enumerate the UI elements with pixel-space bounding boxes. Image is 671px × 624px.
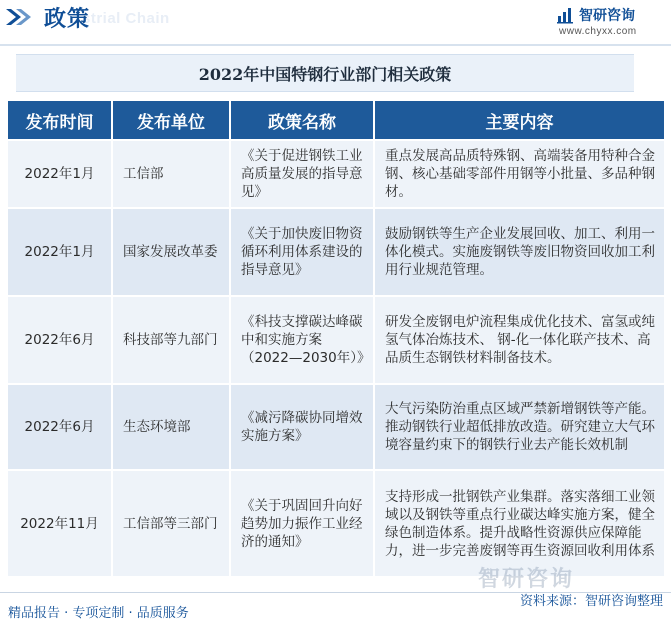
cell-policy-name: 《科技支撑碳达峰碳中和实施方案（2022—2030年）》: [230, 296, 374, 384]
cell-dept: 生态环境部: [112, 384, 230, 470]
section-title: 政策: [44, 7, 91, 32]
header-bar: [0, 0, 671, 44]
cell-content: 研发全废钢电炉流程集成优化技术、富氢或纯氢气体冶炼技术、 钢-化一体化联产技术、高品质生态钢铁材料制备技术。: [374, 296, 664, 384]
header-ghost-text: strial Chain: [82, 10, 170, 27]
cell-date: 2022年6月: [8, 296, 112, 384]
watermark-text: 智研咨询: [478, 567, 575, 592]
brand-name: 智研咨询: [579, 8, 635, 24]
column-header-dept: 发布单位: [112, 101, 230, 140]
table-title-band: [16, 54, 634, 92]
table-row: [8, 296, 664, 384]
cell-policy-name: 《关于促进钢铁工业高质量发展的指导意见》: [230, 140, 374, 208]
cell-content: 支持形成一批钢铁产业集群。落实落细工业领域以及钢铁等重点行业碳达峰实施方案，健全绿色制造体系。提升战略性资源供应保障能力，进一步完善废钢等再生资源回收利用体系: [374, 470, 664, 576]
table-row: [8, 384, 664, 470]
table-row: [8, 470, 664, 576]
cell-content: 大气污染防治重点区域严禁新增钢铁等产能。推动钢铁行业超低排放改造。研究建立大气环境容量约束下的钢铁行业去产能长效机制: [374, 384, 664, 470]
cell-dept: 工信部: [112, 140, 230, 208]
cell-policy-name: 《关于加快废旧物资循环利用体系建设的指导意见》: [230, 208, 374, 296]
policy-table: [8, 101, 664, 576]
table-title: 2022年中国特钢行业部门相关政策: [198, 64, 452, 84]
header-divider: [0, 44, 671, 46]
cell-dept: 科技部等九部门: [112, 296, 230, 384]
source-note: 资料来源：智研咨询整理: [519, 594, 663, 609]
chevron-decoration-icon: [6, 7, 32, 27]
cell-date: 2022年6月: [8, 384, 112, 470]
cell-policy-name: 《关于巩固回升向好趋势加力振作工业经济的通知》: [230, 470, 374, 576]
cell-dept: 工信部等三部门: [112, 470, 230, 576]
cell-dept: 国家发展改革委: [112, 208, 230, 296]
table-row: [8, 208, 664, 296]
column-header-name: 政策名称: [230, 101, 374, 140]
column-header-date: 发布时间: [8, 101, 112, 140]
footer-tagline: 精品报告 · 专项定制 · 品质服务: [8, 606, 189, 621]
cell-content: 鼓励钢铁等生产企业发展回收、加工、利用一体化模式。实施废钢铁等废旧物资回收加工利用行业规范管理。: [374, 208, 664, 296]
table-header-row: [8, 101, 664, 140]
cell-content: 重点发展高品质特殊钢、高端装备用特种合金钢、核心基础零部件用钢等小批量、多品种钢材。: [374, 140, 664, 208]
cell-date: 2022年1月: [8, 208, 112, 296]
brand-url: www.chyxx.com: [559, 26, 637, 37]
cell-date: 2022年11月: [8, 470, 112, 576]
cell-date: 2022年1月: [8, 140, 112, 208]
table-row: [8, 140, 664, 208]
bar-chart-logo-icon: [557, 6, 575, 24]
brand-logo: [557, 4, 657, 40]
cell-policy-name: 《减污降碳协同增效实施方案》: [230, 384, 374, 470]
column-header-content: 主要内容: [374, 101, 664, 140]
